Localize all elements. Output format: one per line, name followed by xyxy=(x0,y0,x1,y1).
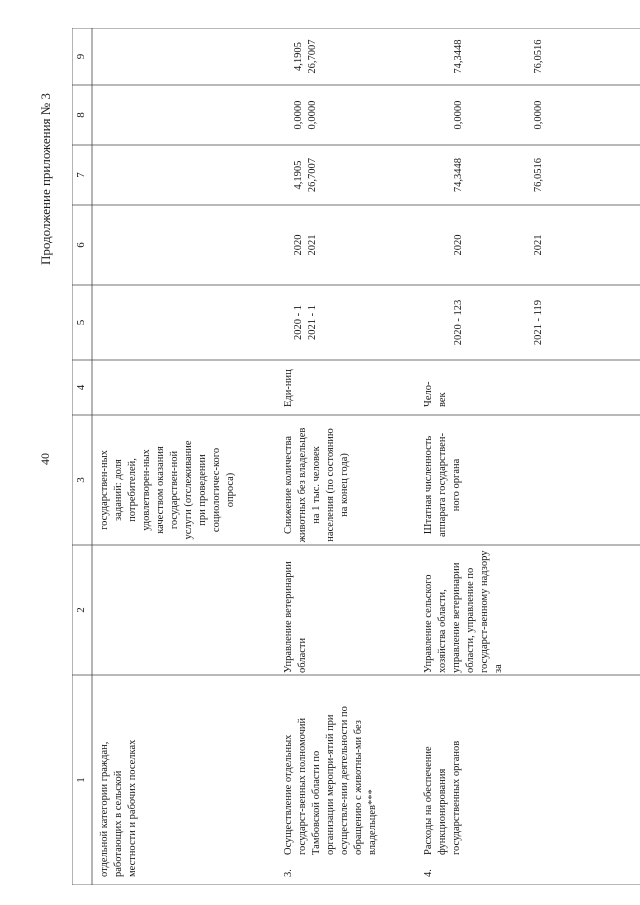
row3-unit: Еди-ниц xyxy=(283,369,294,407)
row3-col6-2021: 26,7007 xyxy=(307,157,318,193)
data-table xyxy=(72,28,640,885)
row3-target-2020: 2020 - 1 xyxy=(293,305,304,340)
row3-col7-2021: 0,0000 xyxy=(307,100,318,130)
row3-col6-2020: 4,1905 xyxy=(293,160,304,190)
row4-col7-2021: 0,0000 xyxy=(533,100,544,130)
row4-year-2020: 2020 xyxy=(453,234,464,256)
row4-col6-2020: 74,3448 xyxy=(453,157,464,193)
row4-col6-2021: 76,0516 xyxy=(533,157,544,193)
row4-col7-2020: 0,0000 xyxy=(453,100,464,130)
header-col-7: 7 xyxy=(75,172,87,178)
row4-executor: Управление сельского хозяйства области, управление ветеринарии области, управление по государст-венному надзору за xyxy=(423,550,504,673)
row3-name: Осуществление отдельных государст-венных полномочий Тамбовской области по организации меропри-ятий при осуществле-нии деятельности по обращению с животны-ми без владельцев*** xyxy=(283,706,378,855)
header-col-3: 3 xyxy=(75,477,87,483)
fragment-col1: отдельной категории граждан, работающих в сельской местности и рабочих поселках xyxy=(99,739,138,877)
appendix-continuation: Продолжение приложения № 3 xyxy=(38,93,53,265)
header-col-6: 6 xyxy=(75,242,87,248)
row3-year-2020: 2020 xyxy=(293,234,304,256)
row3-indicator: Снижение количества животных без владельцев на 1 тыс. человек населения (по состоянию на конец года) xyxy=(283,427,350,543)
page-number: 40 xyxy=(38,453,52,465)
row3-col7-2020: 0,0000 xyxy=(293,100,304,130)
row3-number: 3. xyxy=(283,869,294,877)
row3-target-2021: 2021 - 1 xyxy=(307,305,318,340)
header-col-4: 4 xyxy=(75,384,87,391)
row4-number: 4. xyxy=(423,869,434,877)
row4-col8-2020: 74,3448 xyxy=(453,39,464,74)
row4-col8-2021: 76,0516 xyxy=(533,39,544,74)
row3-year-2021: 2021 xyxy=(307,234,318,256)
row4-indicator: Штатная численность аппарата государствен-ного органа xyxy=(423,433,462,537)
row4-target-2021: 2021 - 119 xyxy=(533,299,544,346)
row4-year-2021: 2021 xyxy=(533,234,544,256)
fragment-col8-2020: 4,1905 xyxy=(293,42,304,71)
row4-target-2020: 2020 - 123 xyxy=(453,299,464,346)
header-col-1: 1 xyxy=(75,777,87,783)
row3-executor: Управление ветеринарии области xyxy=(283,561,308,673)
header-col-2: 2 xyxy=(75,607,87,613)
fragment-col8-2021: 26,7007 xyxy=(307,39,318,74)
header-col-9: 9 xyxy=(75,53,87,60)
header-col-8: 8 xyxy=(75,112,87,118)
fragment-col3: государствен-ных заданий: доля потребителей, удовлетворен-ных качеством оказания государствен-ной услуги (отслеживание при проведении социологичес-кого опроса) xyxy=(99,440,236,540)
row4-unit: Чело-век xyxy=(423,381,448,407)
header-col-5: 5 xyxy=(75,319,87,326)
row4-name: Расходы на обеспечение функционирования государственных органов xyxy=(423,740,462,855)
